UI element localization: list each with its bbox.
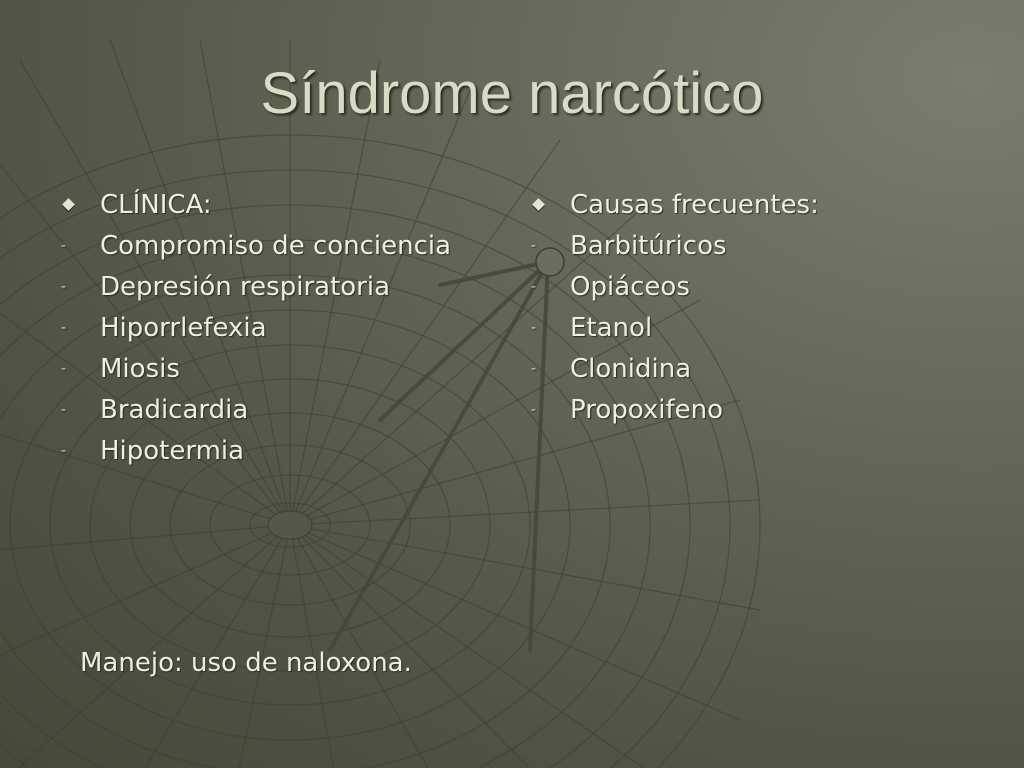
list-item-label: Barbitúricos xyxy=(570,230,727,261)
list-item xyxy=(60,430,451,471)
list-item-label: Clonidina xyxy=(570,353,692,384)
dash-bullet-icon: - xyxy=(61,278,67,295)
dash-bullet-icon: - xyxy=(61,401,67,418)
dash-bullet-icon: - xyxy=(531,237,537,254)
dash-bullet-icon: - xyxy=(61,360,67,377)
list-item-label: Hipotermia xyxy=(100,435,245,466)
list-item xyxy=(60,307,451,348)
list-item-label: Etanol xyxy=(570,312,653,343)
list-item-label: Miosis xyxy=(100,353,180,384)
list-item xyxy=(60,225,451,266)
causes-header xyxy=(530,184,819,225)
list-item xyxy=(60,389,451,430)
dash-bullet-icon: - xyxy=(531,401,537,418)
clinical-column xyxy=(60,184,451,471)
dash-bullet-icon: - xyxy=(531,319,537,336)
dash-bullet-icon: - xyxy=(531,278,537,295)
clinical-header-label: CLÍNICA: xyxy=(100,189,212,220)
list-item-label: Depresión respiratoria xyxy=(100,271,391,302)
diamond-bullet-icon xyxy=(530,200,570,209)
management-note: Manejo: uso de naloxona. xyxy=(80,648,412,678)
clinical-header xyxy=(60,184,451,225)
list-item xyxy=(530,348,819,389)
list-item xyxy=(60,348,451,389)
list-item-label: Bradicardia xyxy=(100,394,249,425)
list-item-label: Propoxifeno xyxy=(570,394,724,425)
list-item xyxy=(530,389,819,430)
list-item-label: Hiporrlefexia xyxy=(100,312,267,343)
list-item xyxy=(530,307,819,348)
slide-title: Síndrome narcótico xyxy=(260,61,764,126)
list-item xyxy=(60,266,451,307)
dash-bullet-icon: - xyxy=(531,360,537,377)
list-item xyxy=(530,266,819,307)
diamond-bullet-icon xyxy=(60,200,100,209)
list-item xyxy=(530,225,819,266)
causes-column xyxy=(530,184,819,430)
dash-bullet-icon: - xyxy=(61,237,67,254)
dash-bullet-icon: - xyxy=(61,319,67,336)
list-item-label: Opiáceos xyxy=(570,271,690,302)
causes-header-label: Causas frecuentes: xyxy=(570,189,819,220)
list-item-label: Compromiso de conciencia xyxy=(100,230,452,261)
dash-bullet-icon: - xyxy=(61,442,67,459)
